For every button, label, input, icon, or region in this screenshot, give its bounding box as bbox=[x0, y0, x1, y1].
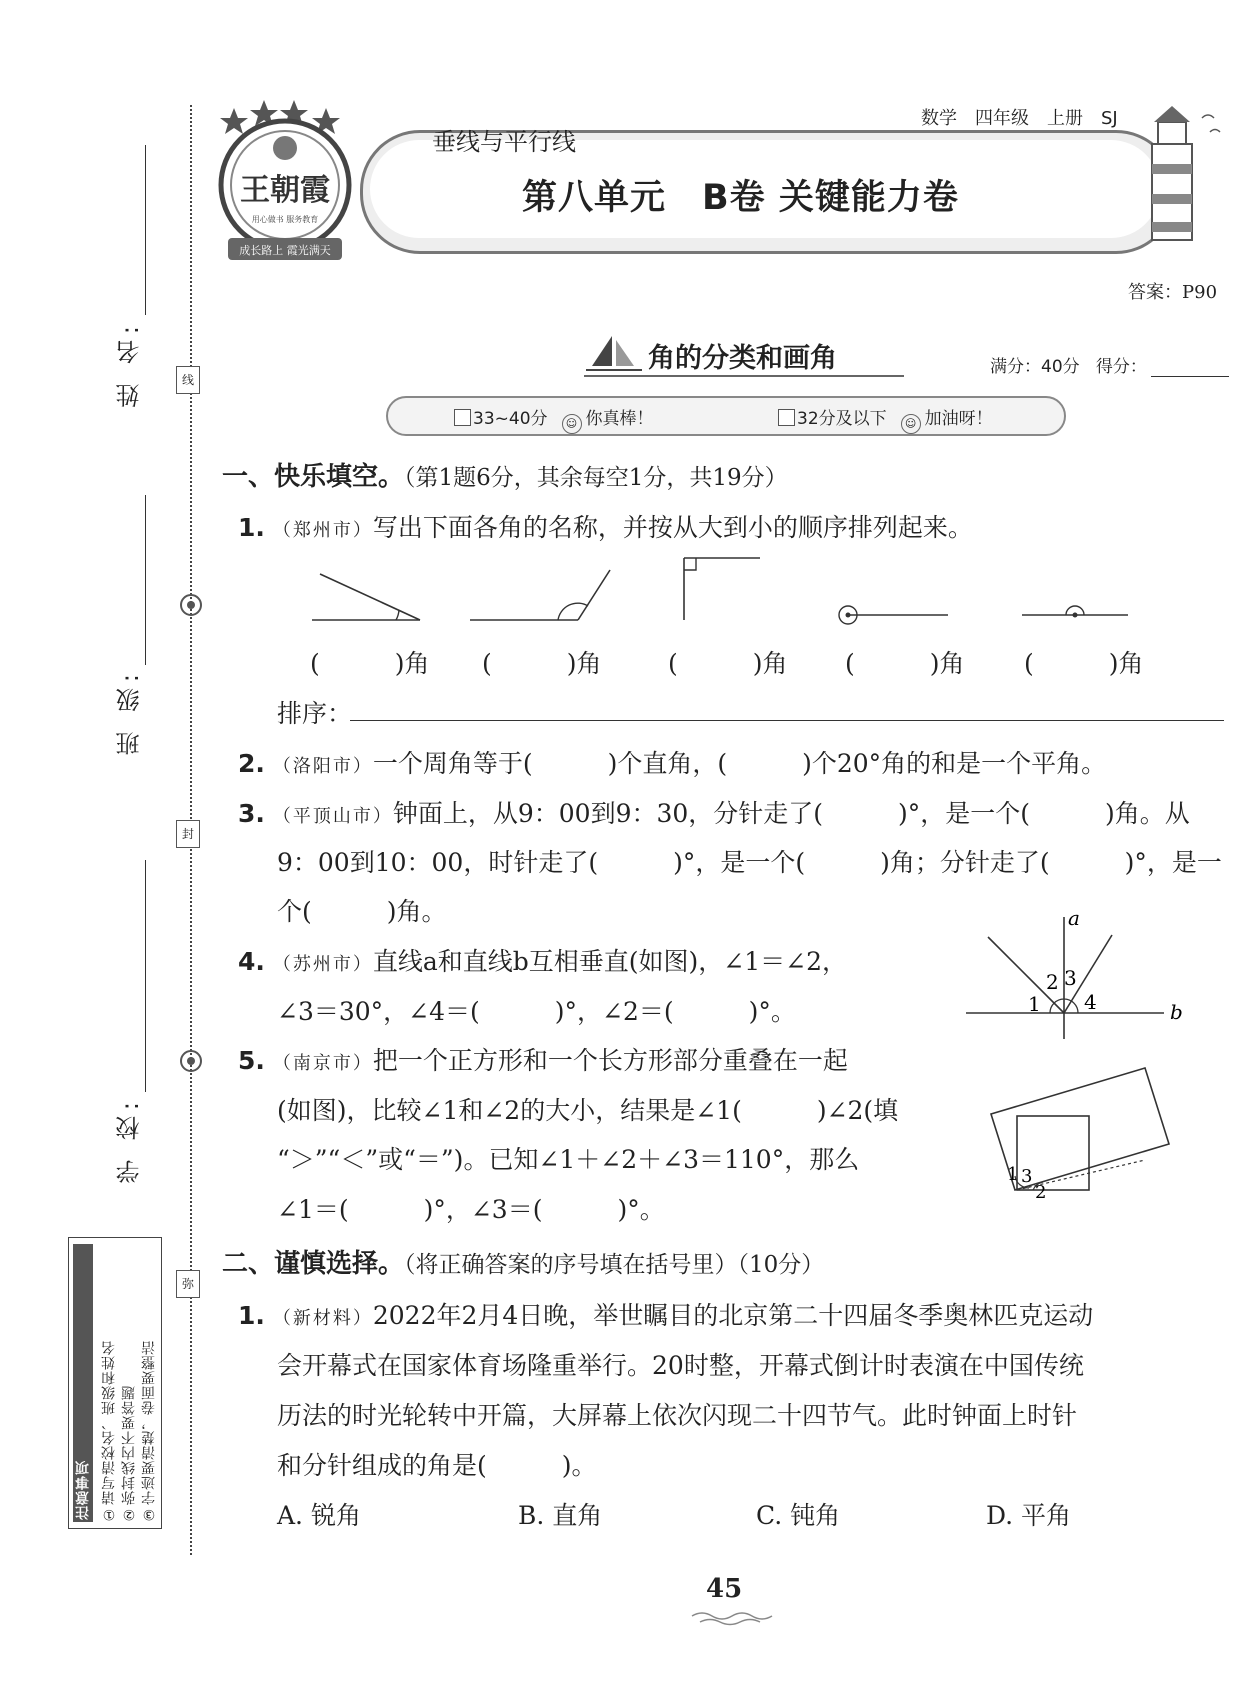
q2-1-line4: 和分针组成的角是( )。 bbox=[277, 1451, 597, 1480]
brand-logo-icon bbox=[210, 100, 360, 270]
school-field-line bbox=[145, 860, 146, 1092]
q1-5-line3: “＞”“＜”或“＝”)。已知∠1＋∠2＋∠3＝110°，那么 bbox=[277, 1145, 860, 1174]
lighthouse-icon bbox=[1130, 104, 1230, 244]
angle-blank[interactable]: ( )角 bbox=[668, 649, 788, 678]
unit-topic: 垂线与平行线 bbox=[432, 128, 576, 156]
seal-mark-line: 线 bbox=[176, 366, 200, 394]
page-number: 45 bbox=[706, 1574, 743, 1604]
acute-angle-figure bbox=[312, 574, 420, 620]
fig-label-2: 2 bbox=[1046, 970, 1059, 994]
grade-high-range: 33~40分 bbox=[473, 409, 548, 429]
grade-high-text: 你真棒！ bbox=[585, 409, 654, 429]
answer-reference: 答案：P90 bbox=[1128, 282, 1218, 303]
binding-ornament-icon bbox=[178, 592, 204, 618]
class-field-line bbox=[145, 495, 146, 665]
q-source: （新材料） bbox=[272, 1308, 373, 1329]
notice-item: ①请写清校名、班级和姓名 bbox=[101, 1340, 117, 1522]
option-a[interactable]: A. 锐角 bbox=[277, 1501, 361, 1530]
q1-3-line3: 个( )角。 bbox=[277, 897, 447, 926]
full-score: 满分：40分 bbox=[990, 357, 1080, 377]
q-source: （平顶山市） bbox=[272, 806, 393, 827]
part2-heading bbox=[222, 1243, 824, 1280]
angle-blank[interactable]: ( )角 bbox=[310, 649, 430, 678]
q-number: 1. bbox=[238, 513, 265, 542]
score-field[interactable] bbox=[1151, 376, 1229, 377]
q-number: 5. bbox=[238, 1046, 265, 1075]
fig-label-3: 3 bbox=[1064, 966, 1077, 990]
seal-mark-seal: 封 bbox=[176, 820, 200, 848]
q-text: 把一个正方形和一个长方形部分重叠在一起 bbox=[372, 1046, 848, 1075]
notice-title: 注意事项 bbox=[73, 1244, 93, 1522]
notice-item: ②弥封线内不要答题 bbox=[121, 1385, 137, 1522]
q1-3 bbox=[238, 794, 1190, 830]
full-angle-figure bbox=[839, 606, 948, 624]
school-label: 学 校: bbox=[116, 1096, 144, 1184]
logo-name: 王朝霞 bbox=[240, 173, 330, 208]
q-source: （南京市） bbox=[272, 1053, 373, 1074]
class-label: 班 级: bbox=[116, 668, 144, 756]
q1-4 bbox=[238, 942, 847, 978]
logo-tagline: 用心做书 服务教育 bbox=[251, 215, 319, 224]
subject-info: 数学 四年级 上册 SJ bbox=[921, 108, 1118, 129]
q1-5-line2: (如图)，比较∠1和∠2的大小，结果是∠1( )∠2(填 bbox=[277, 1096, 899, 1125]
q1-4-line2: ∠3＝30°，∠4＝( )°，∠2＝( )°。 bbox=[277, 997, 796, 1026]
grade-low-checkbox[interactable] bbox=[778, 409, 795, 426]
part1-title: 一、快乐填空。 bbox=[222, 462, 405, 492]
smile-icon: ☺ bbox=[562, 414, 582, 434]
binding-ornament-icon bbox=[178, 1048, 204, 1074]
section-underline bbox=[584, 372, 914, 382]
q-number: 4. bbox=[238, 947, 265, 976]
page-title: 第八单元 B卷 关键能力卷 bbox=[522, 178, 959, 218]
name-field-line bbox=[145, 145, 146, 315]
q2-1-line3: 历法的时光轮转中开篇，大屏幕上依次闪现二十四节气。此时钟面上时针 bbox=[277, 1401, 1078, 1430]
q-source: （苏州市） bbox=[272, 954, 373, 975]
angle-blank[interactable]: ( )角 bbox=[1024, 649, 1144, 678]
grading-bar bbox=[386, 396, 1066, 436]
grade-low-range: 32分及以下 bbox=[797, 409, 887, 429]
straight-angle-figure bbox=[1022, 606, 1128, 618]
q-source: （郑州市） bbox=[272, 520, 373, 541]
fig-label-1: 1 bbox=[1007, 1164, 1019, 1185]
fig-label-3: 3 bbox=[1021, 1166, 1033, 1187]
notice-item: ③字迹要清楚，卷面要整洁 bbox=[141, 1340, 157, 1522]
q2-1 bbox=[238, 1296, 1093, 1332]
part2-note: （将正确答案的序号填在括号里）（10分） bbox=[404, 1252, 825, 1278]
q-text: 钟面上，从9：00到9：30，分针走了( )°，是一个( )角。从 bbox=[392, 799, 1190, 828]
angle-blank[interactable]: ( )角 bbox=[845, 649, 965, 678]
score-area bbox=[990, 352, 1229, 377]
option-b[interactable]: B. 直角 bbox=[518, 1501, 603, 1530]
grade-low-text: 加油呀！ bbox=[924, 409, 993, 429]
q-text: 直线a和直线b互相垂直(如图)，∠1＝∠2， bbox=[372, 947, 847, 976]
q1-5-line4: ∠1＝( )°，∠3＝( )°。 bbox=[277, 1195, 665, 1224]
wave-ornament-icon bbox=[688, 1608, 778, 1628]
order-answer-line[interactable] bbox=[350, 720, 1224, 721]
q2-1-line2: 会开幕式在国家体育场隆重举行。20时整，开幕式倒计时表演在中国传统 bbox=[277, 1351, 1084, 1380]
fig-label-a: a bbox=[1068, 906, 1080, 930]
section-title: 角的分类和画角 bbox=[648, 343, 837, 374]
angle-figures bbox=[300, 550, 1180, 630]
fig-label-2: 2 bbox=[1035, 1182, 1047, 1203]
obtuse-angle-figure bbox=[470, 570, 610, 620]
part2-title: 二、谨慎选择。 bbox=[222, 1249, 405, 1279]
part1-heading bbox=[222, 456, 788, 493]
option-c[interactable]: C. 钝角 bbox=[756, 1501, 841, 1530]
fig-label-4: 4 bbox=[1084, 990, 1097, 1014]
q-text: 一个周角等于( )个直角，( )个20°角的和是一个平角。 bbox=[372, 749, 1107, 778]
q-source: （洛阳市） bbox=[272, 756, 373, 777]
perpendicular-lines-figure bbox=[960, 905, 1200, 1045]
logo-slogan: 成长路上 霞光满天 bbox=[239, 244, 331, 257]
part1-note: （第1题6分，其余每空1分，共19分） bbox=[404, 465, 788, 491]
right-angle-figure bbox=[684, 558, 760, 620]
q-number: 1. bbox=[238, 1301, 265, 1330]
seal-mark-mi: 弥 bbox=[176, 1270, 200, 1298]
order-label: 排序： bbox=[277, 699, 353, 728]
name-label: 姓 名: bbox=[116, 320, 144, 408]
fig-label-1: 1 bbox=[1028, 992, 1041, 1016]
q-number: 2. bbox=[238, 749, 265, 778]
q1-1 bbox=[238, 508, 973, 544]
q-text: 2022年2月4日晚，举世瞩目的北京第二十四届冬季奥林匹克运动 bbox=[372, 1301, 1094, 1330]
angle-blank[interactable]: ( )角 bbox=[482, 649, 602, 678]
q-text: 写出下面各角的名称，并按从大到小的顺序排列起来。 bbox=[372, 513, 973, 542]
notice-box bbox=[68, 1237, 162, 1529]
q-number: 3. bbox=[238, 799, 265, 828]
grade-high-checkbox[interactable] bbox=[454, 409, 471, 426]
score-label: 得分： bbox=[1095, 357, 1147, 377]
fig-label-b: b bbox=[1170, 1000, 1183, 1024]
smile-icon: ☺ bbox=[901, 414, 921, 434]
overlap-square-rectangle-figure bbox=[985, 1060, 1185, 1210]
q1-5 bbox=[238, 1041, 848, 1077]
option-d[interactable]: D. 平角 bbox=[986, 1501, 1072, 1530]
q1-2 bbox=[238, 744, 1106, 780]
q1-3-line2: 9：00到10：00，时针走了( )°，是一个( )角；分针走了( )°，是一 bbox=[277, 848, 1222, 877]
